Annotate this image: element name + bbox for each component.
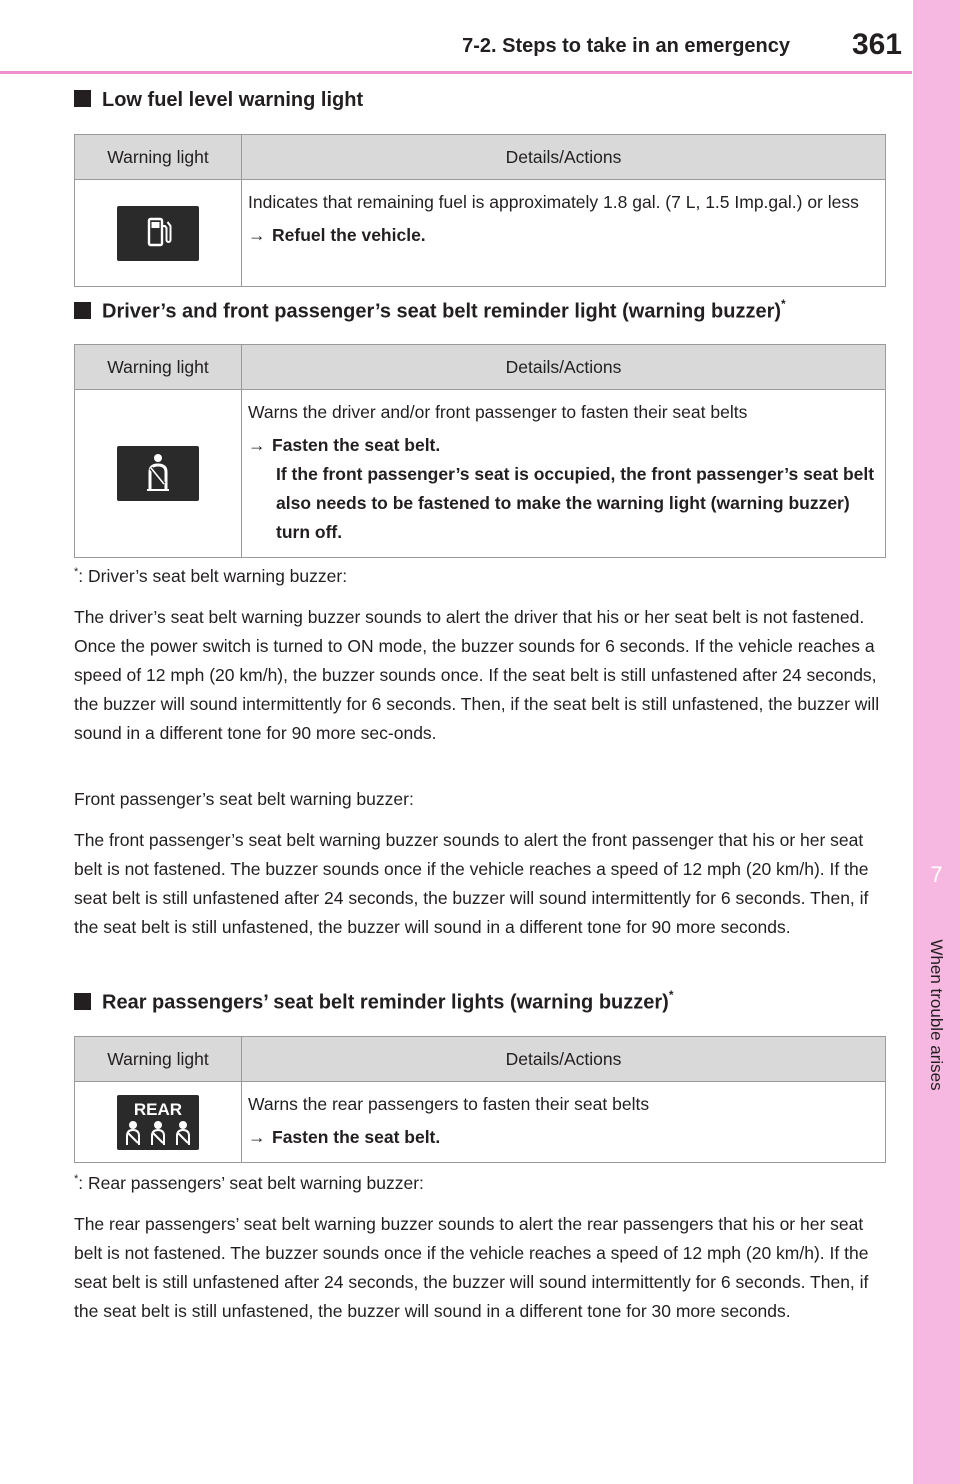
heading-text: Rear passengers’ seat belt reminder lights (warning buzzer) — [102, 991, 669, 1014]
heading-text: Driver’s and front passenger’s seat belt reminder light (warning buzzer) — [102, 300, 782, 323]
icon-cell — [75, 1082, 242, 1163]
paragraph-rear-buzzer: The rear passengers’ seat belt warning buzzer sounds to alert the rear passengers that his or her seat belt is not fastened. The buzzer sounds once if the vehicle reaches a speed of 12 mph (20 km/h). If the seat belt is still unfastened after 24 seconds, the buzzer will sound intermittently for 6 seconds. Then, if the seat belt is still unfastened, the buzzer will sound in a different tone for 30 more seconds. — [74, 1214, 869, 1321]
paragraph-driver-buzzer: The driver’s seat belt warning buzzer sounds to alert the driver that his or her seat belt is not fastened. Once the power switch is turned to ON mode, the buzzer sounds for 6 seconds. If the vehicle reaches a speed of 12 mph (20 km/h), the buzzer sounds once. If the seat belt is still unfastened after 24 seconds, the buzzer will sound intermittently for 6 seconds. Then, if the seat belt is still unfastened, the buzzer will sound in a different tone for 90 more sec-onds. — [74, 607, 880, 743]
table-header-row — [75, 345, 886, 390]
seat-belt-icon — [117, 446, 199, 501]
header-rule — [0, 71, 912, 74]
footnote-mark: * — [781, 297, 786, 311]
arrow-icon: → — [248, 225, 266, 245]
icon-cell — [75, 180, 242, 287]
action-line — [248, 221, 879, 250]
heading-text: Low fuel level warning light — [102, 89, 364, 111]
footnote-mark: * — [668, 988, 674, 1002]
details-cell — [242, 390, 886, 558]
square-bullet-icon — [74, 993, 91, 1010]
action-text: Fasten the seat belt. — [272, 435, 441, 455]
footnote-label: : Driver’s seat belt warning buzzer: — [78, 566, 348, 586]
chapter-side-tab — [913, 0, 960, 1484]
square-bullet-icon — [74, 90, 91, 107]
table-header-row — [75, 135, 886, 180]
footnote-label: : Rear passengers’ seat belt warning buzzer: — [78, 1173, 424, 1193]
action-extra-text: If the front passenger’s seat is occupied, the front passenger’s seat belt also needs to be fastened to make the warning light (warning buzzer) turn off. — [276, 464, 875, 542]
footnote-mark: * — [74, 1173, 79, 1186]
footnote-mark: * — [74, 566, 79, 579]
action-line — [248, 1123, 879, 1152]
heading-rear-seat-belt — [74, 990, 674, 1015]
chapter-number: 7 — [930, 862, 943, 887]
section-title: 7-2. Steps to take in an emergency — [462, 35, 790, 57]
table-row — [75, 180, 886, 287]
col-warning-light: Warning light — [75, 1037, 242, 1082]
square-bullet-icon — [74, 302, 91, 319]
table-row — [75, 1082, 886, 1163]
table-row — [75, 390, 886, 558]
table-low-fuel — [74, 134, 886, 287]
paragraph-front-passenger-buzzer: The front passenger’s seat belt warning buzzer sounds to alert the front passenger that his or her seat belt is not fastened. The buzzer sounds once if the vehicle reaches a speed of 12 mph (20 km/h). If the seat belt is still unfastened after 24 seconds, the buzzer will sound intermittently for 6 seconds. Then, if the seat belt is still unfastened, the buzzer will sound in a different tone for 90 more seconds. — [74, 830, 869, 937]
col-details-actions: Details/Actions — [242, 135, 886, 180]
details-text: Warns the rear passengers to fasten their seat belts — [248, 1094, 650, 1114]
action-text: Fasten the seat belt. — [272, 1127, 441, 1147]
col-warning-light: Warning light — [75, 345, 242, 390]
col-details-actions: Details/Actions — [242, 345, 886, 390]
table-front-seat-belt — [74, 344, 886, 558]
col-details-actions: Details/Actions — [242, 1037, 886, 1082]
page-number: 361 — [851, 28, 902, 61]
icon-cell — [75, 390, 242, 558]
table-rear-seat-belt — [74, 1036, 886, 1163]
chapter-label: When trouble arises — [927, 939, 946, 1091]
table-header-row — [75, 1037, 886, 1082]
arrow-icon: → — [248, 435, 266, 455]
footnote-driver-buzzer — [74, 566, 347, 587]
label-front-passenger-buzzer: Front passenger’s seat belt warning buzzer: — [74, 789, 414, 809]
rear-icon-text: REAR — [133, 1099, 183, 1119]
footnote-rear-buzzer — [74, 1173, 424, 1194]
heading-low-fuel — [74, 89, 363, 112]
action-line — [248, 431, 879, 460]
details-text: Warns the driver and/or front passenger to fasten their seat belts — [248, 402, 748, 422]
details-cell — [242, 1082, 886, 1163]
details-text: Indicates that remaining fuel is approximately 1.8 gal. (7 L, 1.5 Imp.gal.) or less — [248, 192, 859, 212]
rear-seat-belt-icon — [117, 1095, 199, 1150]
fuel-pump-icon — [117, 206, 199, 261]
arrow-icon: → — [248, 1127, 266, 1147]
action-text: Refuel the vehicle. — [272, 225, 426, 245]
heading-front-seat-belt — [74, 299, 786, 324]
details-cell — [242, 180, 886, 287]
col-warning-light: Warning light — [75, 135, 242, 180]
